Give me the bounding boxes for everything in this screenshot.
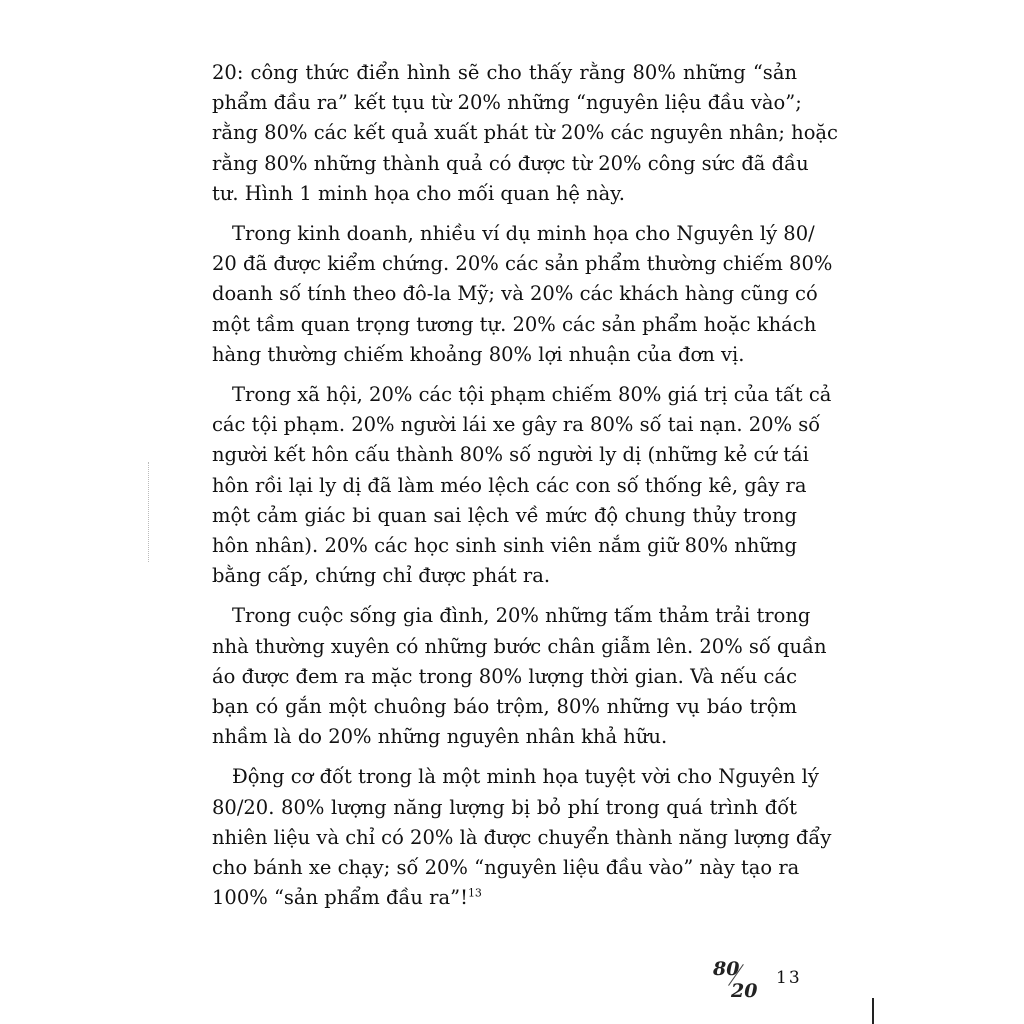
text-line-with-footnote [212,883,797,913]
margin-scan-mark [148,462,151,562]
text-line: một cảm giác bi quan sai lệch về mức độ chung thủy trong [212,503,797,527]
paragraph-1 [212,58,838,209]
text-line: tư. Hình 1 minh họa cho mối quan hệ này. [212,181,625,205]
text-line: doanh số tính theo đô-la Mỹ; và 20% các khách hàng cũng có [212,282,818,306]
footnote-reference: 13 [467,886,482,900]
paragraph-4 [212,601,827,752]
text-line: áo được đem ra mặc trong 80% lượng thời gian. Và nếu các [212,664,797,688]
logo-denominator: 20 [731,980,758,1002]
text-line: rằng 80% các kết quả xuất phát từ 20% các nguyên nhân; hoặc [212,121,838,145]
text-line: một tầm quan trọng tương tự. 20% các sản phẩm hoặc khách [212,312,817,336]
text-line: hàng thường chiếm khoảng 80% lợi nhuận của đơn vị. [212,342,745,366]
text-line: Trong cuộc sống gia đình, 20% những tấm thảm trải trong [232,604,811,628]
text-line: bạn có gắn một chuông báo trộm, 80% những vụ báo trộm [212,695,797,719]
text-line: 20: công thức điển hình sẽ cho thấy rằng 80% những “sản [212,61,797,84]
text-line: Trong kinh doanh, nhiều ví dụ minh họa cho Nguyên lý 80/ [232,222,815,246]
text-line: cho bánh xe chạy; số 20% “nguyên liệu đầu vào” này tạo ra [212,856,800,880]
text-line: nhầm là do 20% những nguyên nhân khả hữu. [212,725,668,749]
text-line: nhiên liệu và chỉ có 20% là được chuyển thành năng lượng đẩy [212,825,832,849]
paragraph-2 [212,219,833,370]
body-text [212,58,838,923]
book-logo [711,958,771,1006]
text-line: 80/20. 80% lượng năng lượng bị bỏ phí trong quá trình đốt [212,795,797,819]
text-line: Trong xã hội, 20% các tội phạm chiếm 80% giá trị của tất cả [232,383,832,407]
page-edge-rule [872,998,874,1024]
text-line: 20 đã được kiểm chứng. 20% các sản phẩm thường chiếm 80% [212,252,833,276]
text-line: hôn rồi lại ly dị đã làm méo lệch các con số thống kê, gây ra [212,473,807,497]
paragraph-5 [212,762,832,913]
text-line: Động cơ đốt trong là một minh họa tuyệt vời cho Nguyên lý [232,765,819,789]
paragraph-3 [212,380,832,591]
logo-numerator: 80 [713,958,740,980]
text-line: bằng cấp, chứng chỉ được phát ra. [212,564,551,588]
text-line: phẩm đầu ra” kết tụu từ 20% những “nguyên liệu đầu vào”; [212,91,802,115]
text-line: các tội phạm. 20% người lái xe gây ra 80% số tai nạn. 20% số [212,413,821,437]
page-number: 13 [776,968,802,988]
text-line: rằng 80% những thành quả có được từ 20% công sức đã đầu [212,151,809,175]
text-line: 100% “sản phẩm đầu ra”! [212,886,468,910]
text-line: hôn nhân). 20% các học sinh sinh viên nắm giữ 80% những [212,534,797,558]
text-line: nhà thường xuyên có những bước chân giẫm lên. 20% số quần [212,634,827,658]
text-line: người kết hôn cấu thành 80% số người ly dị (những kẻ cứ tái [212,443,809,467]
